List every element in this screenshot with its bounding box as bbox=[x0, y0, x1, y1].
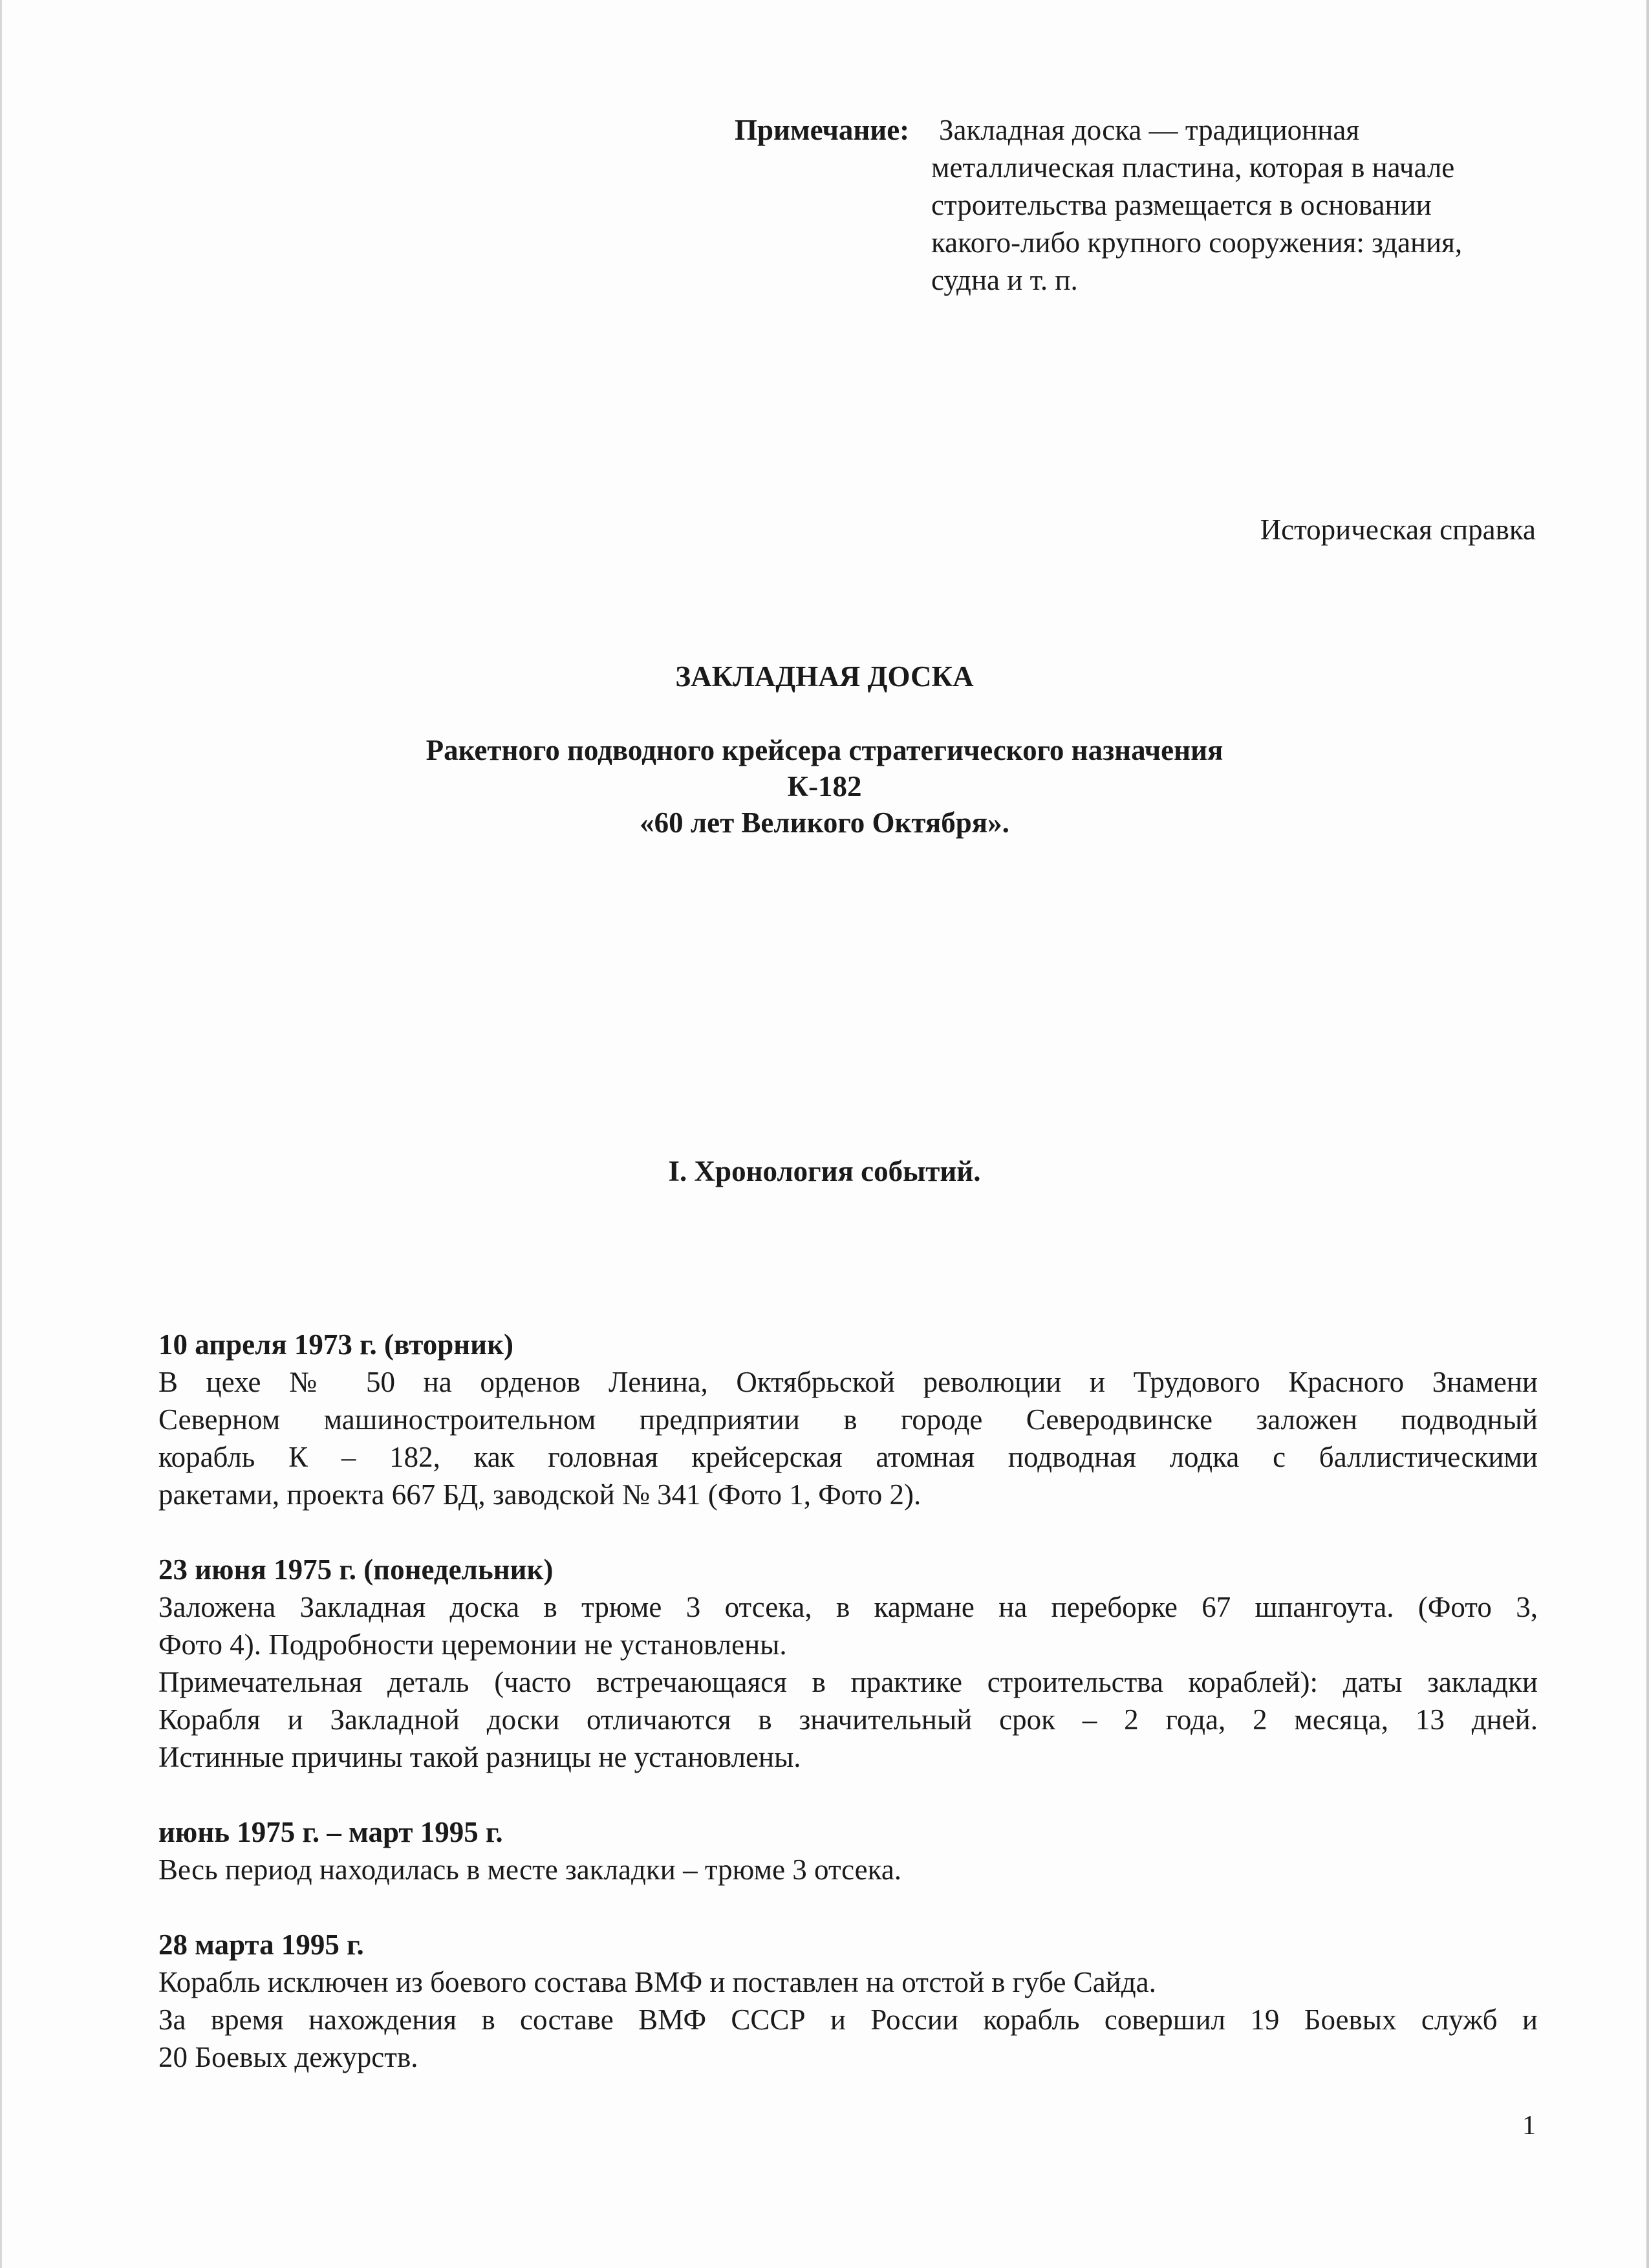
note-line: металлическая пластина, которая в начале bbox=[931, 151, 1455, 184]
chronology-content bbox=[158, 1326, 1538, 2113]
entry-line: Примечательная деталь (часто встречающаяся в практике строительства кораблей): даты закладки bbox=[158, 1666, 1538, 1698]
entry-date: июнь 1975 г. – март 1995 г. bbox=[158, 1816, 503, 1848]
entry-line: ракетами, проекта 667 БД, заводской № 341 (Фото 1, Фото 2). bbox=[158, 1478, 921, 1511]
entry-date: 23 июня 1975 г. (понедельник) bbox=[158, 1553, 554, 1586]
subtitle-line: Ракетного подводного крейсера стратегического назначения bbox=[426, 734, 1223, 766]
entry-line: За время нахождения в составе ВМФ СССР и России корабль совершил 19 Боевых служб и bbox=[158, 2003, 1538, 2036]
historical-reference-label: Историческая справка bbox=[1260, 513, 1536, 546]
entry-line: Корабля и Закладной доски отличаются в значительный срок – 2 года, 2 месяца, 13 дней. bbox=[158, 1703, 1538, 1736]
chronology-entry bbox=[158, 1326, 1538, 1513]
entry-line: Заложена Закладная доска в трюме 3 отсека, в кармане на переборке 67 шпангоута. (Фото 3, bbox=[158, 1591, 1538, 1623]
scan-edge-right bbox=[1646, 0, 1649, 2268]
entry-date: 28 марта 1995 г. bbox=[158, 1928, 364, 1961]
entry-line: Корабль исключен из боевого состава ВМФ и поставлен на отстой в губе Сайда. bbox=[158, 1966, 1156, 1998]
scan-edge-left bbox=[0, 0, 2, 2268]
page-number: 1 bbox=[1522, 2111, 1536, 2141]
subtitle-line: «60 лет Великого Октября». bbox=[640, 806, 1009, 839]
entry-line: Фото 4). Подробности церемонии не установлены. bbox=[158, 1628, 787, 1661]
document-subtitle bbox=[0, 732, 1649, 841]
entry-line: Весь период находилась в месте закладки – трюме 3 отсека. bbox=[158, 1853, 902, 1886]
entry-line: В цехе № 50 на орденов Ленина, Октябрьской революции и Трудового Красного Знамени bbox=[158, 1366, 1538, 1398]
note-line: судна и т. п. bbox=[931, 264, 1078, 296]
entry-date: 10 апреля 1973 г. (вторник) bbox=[158, 1328, 514, 1361]
entry-line: 20 Боевых дежурств. bbox=[158, 2041, 418, 2073]
document-title: ЗАКЛАДНАЯ ДОСКА bbox=[675, 660, 974, 693]
entry-line: корабль К – 182, как головная крейсерская атомная подводная лодка с баллистическими bbox=[158, 1441, 1538, 1473]
chronology-entry bbox=[158, 1926, 1538, 2076]
entry-line: Истинные причины такой разницы не установлены. bbox=[158, 1741, 801, 1773]
note-text bbox=[931, 111, 1552, 299]
note-label: Примечание: bbox=[735, 114, 910, 146]
note-line: какого-либо крупного сооружения: здания, bbox=[931, 226, 1463, 259]
note-line: Закладная доска — традиционная bbox=[939, 114, 1360, 146]
note-line: строительства размещается в основании bbox=[931, 189, 1432, 221]
entry-line: Северном машиностроительном предприятии в городе Северодвинске заложен подводный bbox=[158, 1403, 1538, 1436]
chronology-entry bbox=[158, 1551, 1538, 1776]
chronology-entry bbox=[158, 1813, 1538, 1888]
section-title: I. Хронология событий. bbox=[668, 1155, 981, 1187]
subtitle-line: К-182 bbox=[787, 770, 862, 803]
